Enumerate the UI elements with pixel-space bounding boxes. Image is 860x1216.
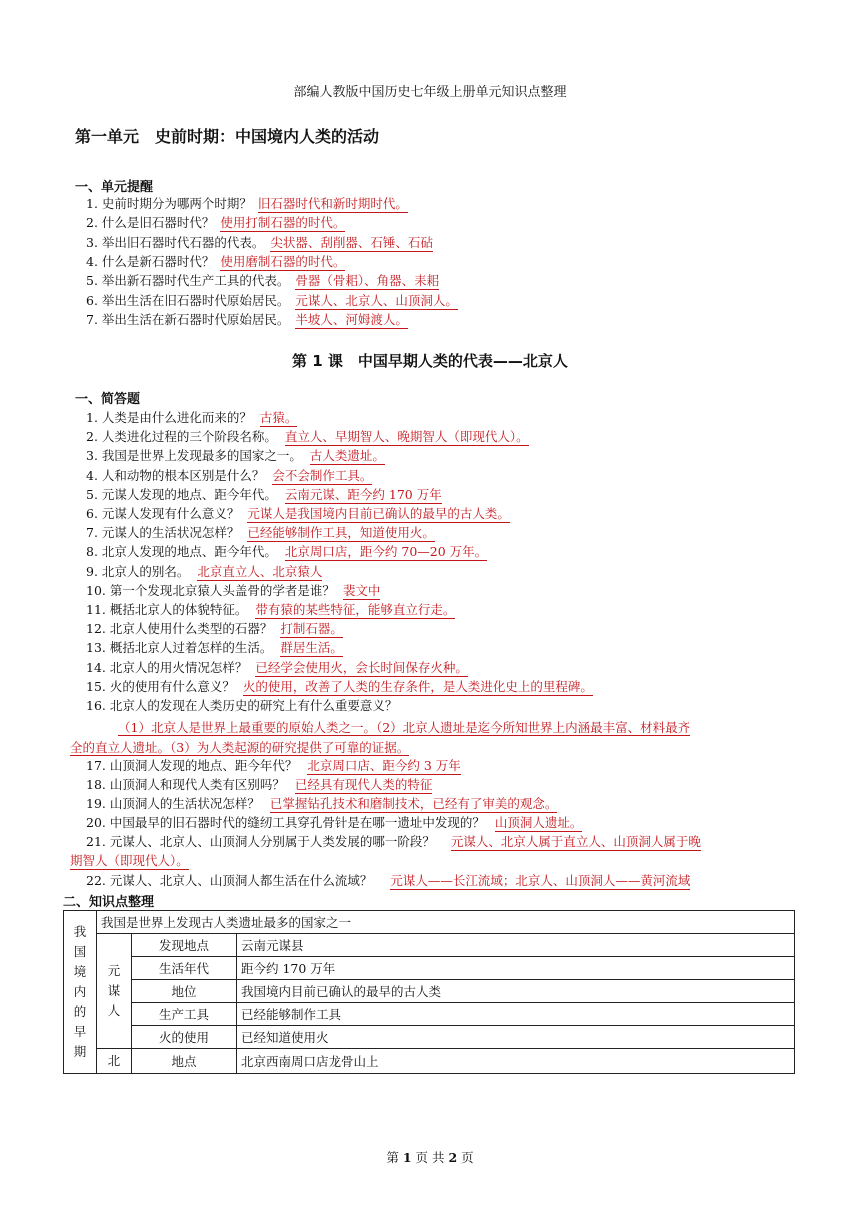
question-text: 10. 第一个发现北京猿人头盖骨的学者是谁？ (86, 582, 335, 598)
list-item-22 (86, 872, 690, 890)
question-text: 6. 举出生活在旧石器时代原始居民。 (86, 292, 290, 308)
question-text: 19. 山顶洞人的生活状况怎样？ (86, 796, 260, 811)
question-text: 5. 元谋人发现的地点、距今年代。 (86, 486, 277, 502)
question-text: 15. 火的使用有什么意义？ (86, 678, 235, 694)
table-group-beijing: 北 (97, 1049, 132, 1074)
list-item (86, 292, 458, 310)
answer-text: 半坡人、河姆渡人。 (295, 311, 408, 327)
knowledge-table (63, 910, 795, 1074)
question-text: 13. 概括北京人过着怎样的生活。 (86, 640, 273, 656)
question-text: 20. 中国最早的旧石器时代的缝纫工具穿孔骨针是在哪一遗址中发现的？ (86, 815, 485, 830)
footer-suffix: 页 (461, 1150, 474, 1165)
list-item (86, 428, 529, 446)
vertical-char: 期 (73, 1044, 87, 1059)
item21-answer-cont: 期智人（即现代人）。 (70, 853, 189, 868)
list-item (86, 214, 345, 232)
document-header: 部编人教版中国历史七年级上册单元知识点整理 (293, 85, 567, 100)
list-item (86, 272, 439, 290)
list-item (86, 253, 345, 271)
vertical-char: 的 (73, 1004, 87, 1019)
list-item (86, 776, 432, 794)
answer-text: 使用磨制石器的时代。 (220, 253, 346, 269)
question-text: 11. 概括北京人的体貌特征。 (86, 602, 248, 617)
question-text: 2. 人类进化过程的三个阶段名称。 (86, 429, 277, 445)
table-value: 北京西南周口店龙骨山上 (237, 1049, 795, 1074)
table-key: 地点 (132, 1049, 237, 1074)
question-text: 12. 北京人使用什么类型的石器？ (86, 621, 273, 637)
question-text: 18. 山顶洞人和现代人类有区别吗？ (86, 777, 285, 792)
answer-text: 已经学会使用火，会长时间保存火种。 (255, 659, 468, 675)
table-group-yuanmou (97, 934, 132, 1049)
question-text: 2. 什么是旧石器时代？ (86, 215, 215, 231)
footer-total-pages: 2 (448, 1150, 458, 1165)
item22-question: 22. 元谋人、北京人、山顶洞人都生活在什么流域？ (86, 873, 373, 888)
answer-text: 北京周口店，距今约 70—20 万年。 (284, 544, 488, 560)
vertical-char: 内 (73, 984, 87, 999)
item16-answer-line2: 全的直立人遗址。（3）为人类起源的研究提供了可靠的证据。 (70, 740, 410, 755)
list-item (86, 814, 582, 832)
vertical-char: 人 (107, 1003, 121, 1018)
answer-text: 裴文中 (342, 582, 381, 598)
question-text: 9. 北京人的别名。 (86, 563, 190, 579)
answer-text: 古猿。 (259, 410, 298, 425)
question-text: 1. 史前时期分为哪两个时期？ (86, 196, 252, 211)
list-item (86, 563, 322, 581)
list-item (86, 311, 408, 329)
question-text: 6. 元谋人发现有什么意义？ (86, 506, 240, 521)
vertical-char: 我 (73, 924, 87, 939)
question-text: 14. 北京人的用火情况怎样？ (86, 659, 248, 675)
list-item-21-cont (70, 852, 189, 870)
section-heading-questions: 一、简答题 (75, 392, 141, 407)
table-value: 已经能够制作工具 (237, 1003, 795, 1026)
answer-text: 群居生活。 (280, 640, 343, 656)
table-left-heading (64, 911, 97, 1074)
table-value: 距今约 170 万年 (237, 957, 795, 980)
answer-text: 骨器（骨耜）、角器、耒耜 (295, 273, 440, 289)
question-text: 4. 人和动物的根本区别是什么？ (86, 467, 265, 483)
list-item (86, 697, 397, 715)
list-item (86, 543, 487, 561)
answer-text: 元谋人、北京人、山顶洞人。 (295, 292, 458, 308)
section-heading-reminders: 一、单元提醒 (75, 180, 154, 195)
question-text: 5. 举出新石器时代生产工具的代表。 (86, 273, 290, 289)
table-key: 发现地点 (132, 934, 237, 957)
question-text: 1. 人类是由什么进化而来的？ (86, 410, 252, 425)
answer-text: 已经能够制作工具，知道使用火。 (247, 525, 435, 541)
table-top-row: 我国是世界上发现古人类遗址最多的国家之一 (97, 911, 795, 934)
answer-text: 打制石器。 (280, 621, 343, 637)
footer-prefix: 第 (386, 1150, 399, 1165)
list-item (86, 620, 343, 638)
answer-text: 已掌握钻孔技术和磨制技术，已经有了审美的观念。 (269, 796, 558, 811)
answer-text: 北京周口店、距今约 3 万年 (307, 758, 461, 773)
list-item (86, 234, 433, 252)
list-item (86, 524, 435, 542)
list-item (86, 505, 510, 523)
table-value: 我国境内目前已确认的最早的古人类 (237, 980, 795, 1003)
answer-text: 旧石器时代和新时期时代。 (257, 196, 408, 211)
vertical-char: 国 (73, 944, 87, 959)
table-key: 火的使用 (132, 1026, 237, 1049)
list-item (86, 678, 593, 696)
answer-text: 使用打制石器的时代。 (220, 215, 346, 231)
list-item (86, 195, 408, 213)
footer-page-number: 1 (402, 1150, 412, 1165)
footer-middle: 页 共 (415, 1150, 445, 1165)
answer-text: 火的使用，改善了人类的生存条件，是人类进化史上的里程碑。 (242, 678, 593, 694)
item16-answer-line1: （1）北京人是世界上最重要的原始人类之一。（2）北京人遗址是迄今所知世界上内涵最丰富、材料最齐 (118, 720, 691, 735)
answer-text: 元谋人是我国境内目前已确认的最早的古人类。 (247, 506, 510, 521)
table-value: 云南元谋县 (237, 934, 795, 957)
item22-answer: 元谋人——长江流域；北京人、山顶洞人——黄河流域 (390, 873, 691, 888)
list-item (86, 467, 372, 485)
page-footer (0, 1148, 860, 1166)
list-item (86, 795, 557, 813)
answer-text: 会不会制作工具。 (272, 467, 373, 483)
answer-text: 云南元谋、距今约 170 万年 (284, 486, 442, 502)
list-item (86, 582, 380, 600)
question-text: 7. 元谋人的生活状况怎样？ (86, 525, 240, 541)
answer-text: 尖状器、刮削器、石锤、石砧 (270, 234, 433, 250)
table-key: 生活年代 (132, 957, 237, 980)
list-item (86, 639, 343, 657)
answer-text: 古人类遗址。 (309, 448, 385, 464)
question-text: 8. 北京人发现的地点、距今年代。 (86, 544, 277, 560)
section-heading-knowledge: 二、知识点整理 (63, 895, 155, 910)
vertical-char: 谋 (107, 983, 121, 998)
list-item-21 (86, 833, 701, 851)
unit-title: 第一单元 史前时期：中国境内人类的活动 (75, 127, 380, 146)
vertical-char: 早 (73, 1024, 87, 1039)
table-key: 生产工具 (132, 1003, 237, 1026)
answer-text: 北京直立人、北京猿人 (197, 563, 323, 579)
list-item (86, 486, 442, 504)
vertical-char: 元 (107, 963, 121, 978)
list-item (86, 659, 468, 677)
question-text: 3. 举出旧石器时代石器的代表。 (86, 234, 265, 250)
item21-question: 21. 元谋人、北京人、山顶洞人分别属于人类发展的哪一阶段？ (86, 834, 435, 849)
question-text: 17. 山顶洞人发现的地点、距今年代？ (86, 758, 298, 773)
item21-answer: 元谋人、北京人属于直立人、山顶洞人属于晚 (450, 834, 701, 849)
list-item (86, 757, 461, 775)
list-item (86, 447, 385, 465)
answer-text: 直立人、早期智人、晚期智人（即现代人）。 (284, 429, 529, 445)
list-item (86, 409, 297, 427)
question-text: 16. 北京人的发现在人类历史的研究上有什么重要意义？ (86, 698, 398, 713)
table-value: 已经知道使用火 (237, 1026, 795, 1049)
question-text: 3. 我国是世界上发现最多的国家之一。 (86, 448, 302, 464)
question-text: 7. 举出生活在新石器时代原始居民。 (86, 311, 290, 327)
item16-answer (70, 718, 790, 758)
vertical-char: 境 (73, 964, 87, 979)
table-key: 地位 (132, 980, 237, 1003)
answer-text: 已经具有现代人类的特征 (294, 777, 433, 792)
answer-text: 山顶洞人遗址。 (494, 815, 583, 830)
answer-text: 带有猿的某些特征，能够直立行走。 (255, 602, 456, 617)
question-text: 4. 什么是新石器时代？ (86, 253, 215, 269)
list-item (86, 601, 455, 619)
lesson-title: 第 1 课 中国早期人类的代表——北京人 (292, 352, 568, 370)
